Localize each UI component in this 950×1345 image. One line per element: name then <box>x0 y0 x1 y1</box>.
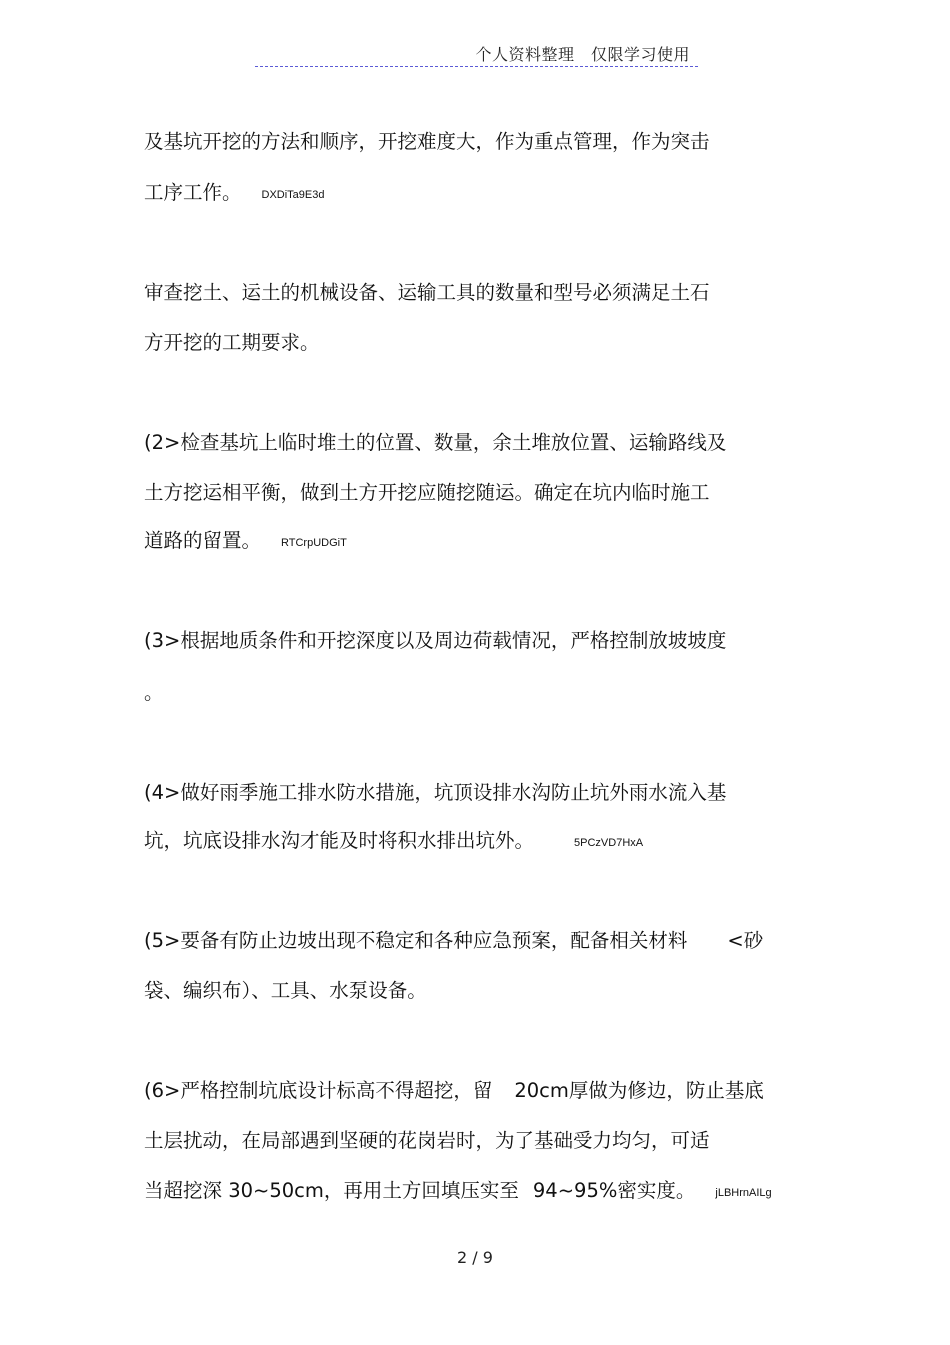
paragraph-2-line-1: 审查挖土、运土的机械设备、运输工具的数量和型号必须满足土石 <box>144 281 710 304</box>
paragraph-5-code: 5PCzVD7HxA <box>574 837 644 849</box>
paragraph-5-line-1: (4>做好雨季施工排水防水措施，坑顶设排水沟防止坑外雨水流入基 <box>144 781 727 804</box>
paragraph-1-line-1: 及基坑开挖的方法和顺序，开挖难度大，作为重点管理，作为突击 <box>144 130 710 153</box>
paragraph-3-code: RTCrpUDGiT <box>281 537 347 549</box>
paragraph-2-line-2: 方开挖的工期要求。 <box>144 331 320 354</box>
header-text: 个人资料整理 仅限学习使用 <box>475 45 690 64</box>
paragraph-7-line-1: (6>严格控制坑底设计标高不得超挖，留 20cm厚做为修边，防止基底 <box>144 1079 764 1102</box>
paragraph-1-code: DXDiTa9E3d <box>261 189 325 201</box>
paragraph-6-line-2: 袋、编织布）、工具、水泵设备。 <box>144 979 427 1002</box>
paragraph-1-line-2: 工序工作。 DXDiTa9E3d <box>144 181 325 204</box>
paragraph-6-line-1: (5>要备有防止边坡出现不稳定和各种应急预案，配备相关材料 <砂 <box>144 929 764 952</box>
paragraph-3-line-3: 道路的留置。 RTCrpUDGiT <box>144 529 347 552</box>
paragraph-7-line-3: 当超挖深 30~50cm，再用土方回填压实至 94~95%密实度。 jLBHrnAILg <box>144 1179 772 1202</box>
paragraph-4-line-1: (3>根据地质条件和开挖深度以及周边荷载情况，严格控制放坡坡度 <box>144 629 727 652</box>
page-header <box>255 42 698 67</box>
page-number: 2 / 9 <box>457 1248 493 1267</box>
paragraph-7-code: jLBHrnAILg <box>715 1187 772 1199</box>
paragraph-3-line-1: (2>检查基坑上临时堆土的位置、数量，余土堆放位置、运输路线及 <box>144 431 727 454</box>
paragraph-4-line-2: 。 <box>144 681 164 704</box>
paragraph-3-line-2: 土方挖运相平衡，做到土方开挖应随挖随运。确定在坑内临时施工 <box>144 481 710 504</box>
paragraph-7-line-2: 土层扰动，在局部遇到坚硬的花岗岩时，为了基础受力均匀，可适 <box>144 1129 710 1152</box>
paragraph-5-line-2: 坑，坑底设排水沟才能及时将积水排出坑外。 5PCzVD7HxA <box>144 829 644 852</box>
